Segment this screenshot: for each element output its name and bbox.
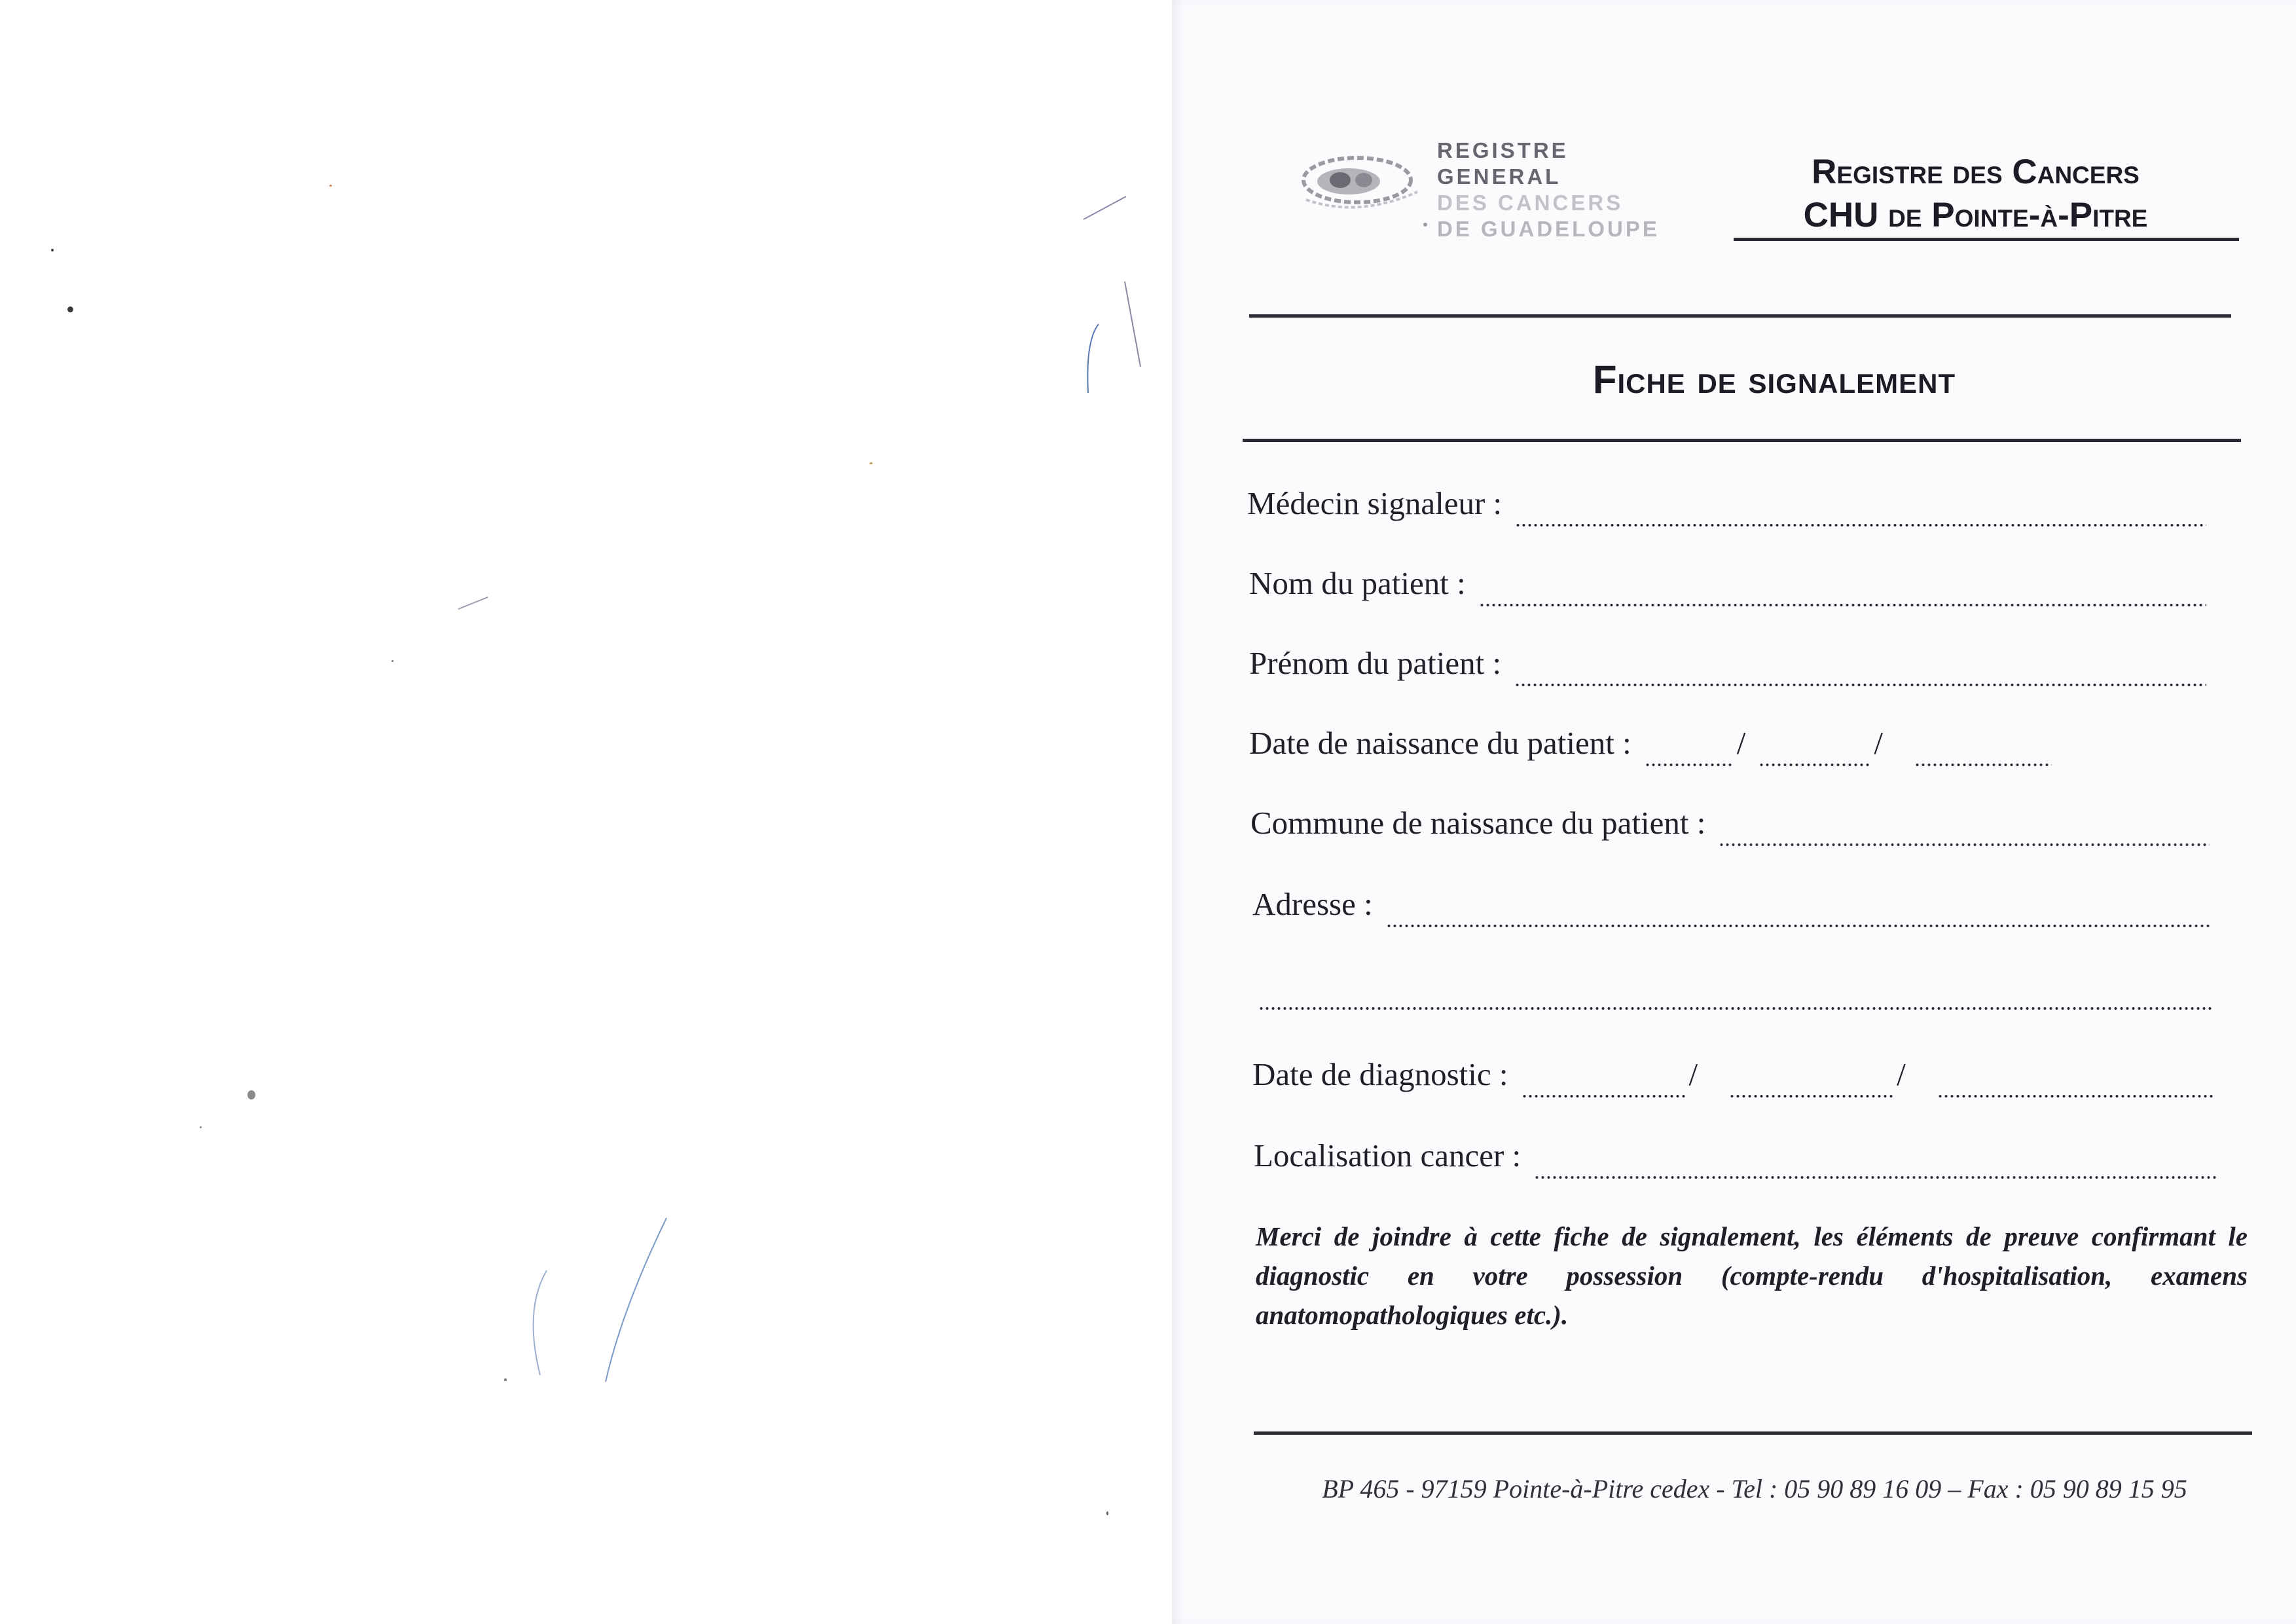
title-top-rule (1249, 314, 2231, 318)
input-line-adresse-2[interactable] (1258, 1007, 2212, 1010)
logo-line-1: REGISTRE (1437, 138, 1569, 162)
field-adresse-line-2 (1249, 968, 2212, 1020)
date-separator: / (1736, 725, 1746, 761)
field-label-localisation: Localisation cancer : (1254, 1137, 1522, 1173)
input-day-diagnostic[interactable] (1522, 1095, 1685, 1098)
input-month-diagnostic[interactable] (1729, 1095, 1893, 1098)
organization-name-line-2: CHU de Pointe-à-Pitre (1803, 196, 2148, 234)
input-day-naissance[interactable] (1645, 764, 1733, 766)
field-localisation-cancer (1254, 1137, 2216, 1189)
field-nom-patient (1249, 564, 2206, 617)
logo-line-2: GENERAL (1437, 164, 1561, 189)
logo-line-4: DE GUADELOUPE (1437, 217, 1660, 241)
date-separator: / (1874, 725, 1883, 761)
field-prenom-patient (1249, 644, 2206, 697)
input-year-naissance[interactable] (1914, 764, 2052, 766)
input-line-medecin[interactable] (1515, 524, 2206, 526)
input-line-nom[interactable] (1479, 604, 2206, 606)
organization-name (1735, 151, 2216, 237)
registry-logo-text (1437, 138, 1699, 242)
field-date-diagnostic (1252, 1056, 2215, 1108)
organization-name-line-1: Registre des Cancers (1812, 153, 2140, 191)
input-line-localisation[interactable] (1534, 1176, 2216, 1179)
date-separator: / (1688, 1056, 1698, 1092)
input-line-prenom[interactable] (1514, 684, 2206, 686)
date-separator: / (1897, 1056, 1906, 1092)
field-label-nom: Nom du patient : (1249, 565, 1466, 601)
input-month-naissance[interactable] (1758, 764, 1870, 766)
field-label-prenom: Prénom du patient : (1249, 645, 1502, 681)
input-line-adresse-1[interactable] (1386, 925, 2211, 927)
input-line-commune[interactable] (1719, 843, 2210, 846)
title-bottom-rule (1243, 439, 2241, 442)
form-title: Fiche de signalement (1592, 358, 1956, 401)
field-label-date-naissance: Date de naissance du patient : (1249, 725, 1631, 761)
organization-underline (1734, 238, 2239, 241)
input-year-diagnostic[interactable] (1937, 1095, 2215, 1098)
field-label-date-diagnostic: Date de diagnostic : (1252, 1056, 1508, 1092)
field-commune-naissance (1250, 804, 2210, 857)
field-label-medecin: Médecin signaleur : (1247, 485, 1503, 521)
field-label-adresse: Adresse : (1252, 886, 1373, 922)
logo-line-3: DES CANCERS (1437, 191, 1624, 215)
field-date-naissance (1249, 724, 2100, 777)
field-medecin-signaleur (1247, 485, 2206, 537)
footer-rule (1254, 1431, 2252, 1435)
field-label-commune: Commune de naissance du patient : (1250, 805, 1706, 841)
footer-contact: BP 465 - 97159 Pointe-à-Pitre cedex - Tel : 05 90 89 16 09 – Fax : 05 90 89 15 95 (1322, 1474, 2187, 1504)
field-adresse (1252, 885, 2211, 938)
instructions-note: Merci de joindre à cette fiche de signalement, les éléments de preuve confirmant le diagnostic en votre possession (compte-rendu d'hospitalisation, examens anatomopathologiques etc.). (1256, 1221, 2248, 1330)
